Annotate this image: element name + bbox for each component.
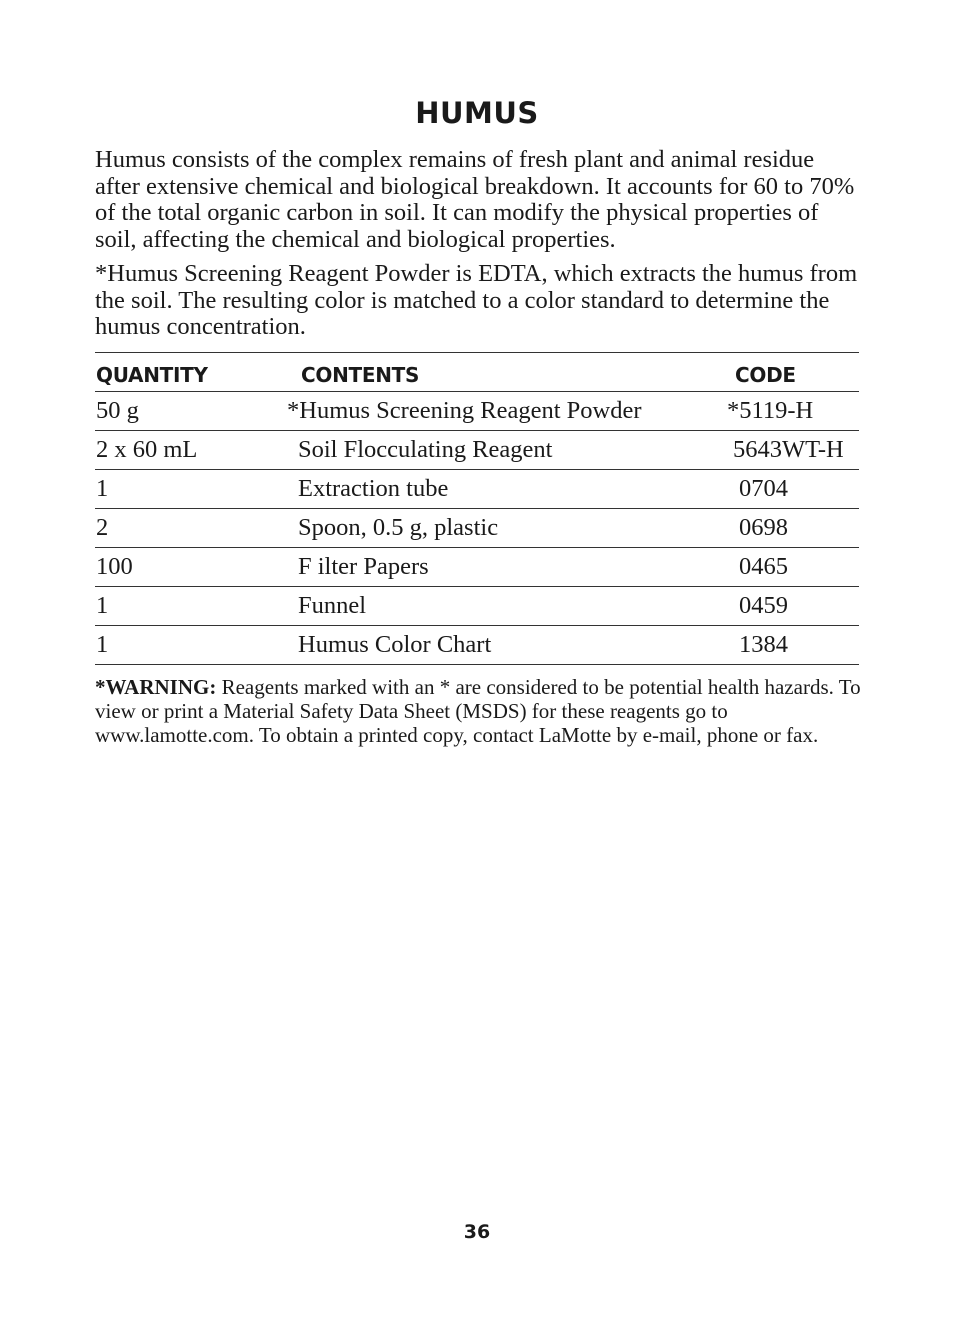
table-row: [95, 469, 859, 508]
code-cell: 5643WT-H: [733, 436, 844, 463]
contents-table: [95, 352, 859, 665]
code-cell: 0698: [739, 514, 788, 541]
quantity-cell: 2 x 60 mL: [96, 436, 198, 463]
contents-cell: Extraction tube: [298, 475, 449, 502]
page-number: 36: [463, 1221, 491, 1243]
code-cell: 1384: [739, 631, 788, 658]
quantity-cell: 1: [96, 592, 109, 619]
table-header-row: [95, 352, 859, 391]
warning-label: *WARNING:: [95, 675, 217, 699]
contents-cell: Soil Flocculating Reagent: [298, 436, 553, 463]
intro-paragraph: Humus consists of the complex remains of fresh plant and animal residue after extensive chemical and biological breakdown. It accounts for 60 to 70% of the total organic carbon in soil. It can modify the physical properties of soil, affecting the chemical and biological properties.: [95, 146, 855, 253]
header-quantity: QUANTITY: [96, 363, 208, 387]
table-row: [95, 508, 859, 547]
quantity-cell: 50 g: [96, 397, 139, 424]
table-row: [95, 625, 859, 665]
code-cell: *5119-H: [727, 397, 814, 424]
warning-text: Reagents marked with an * are considered to be potential health hazards. To view or print a Material Safety Data Sheet (MSDS) for these reagents go to www.lamotte.com. To obtain a printed copy, contact LaMotte by e-mail, phone or fax.: [95, 675, 861, 747]
warning-note: [95, 675, 865, 747]
code-cell: 0704: [739, 475, 788, 502]
table-row: [95, 391, 859, 430]
contents-cell: *Humus Screening Reagent Powder: [287, 397, 642, 424]
contents-cell: F ilter Papers: [298, 553, 429, 580]
page-title: HUMUS: [415, 96, 539, 130]
reagent-note-paragraph: *Humus Screening Reagent Powder is EDTA, which extracts the humus from the soil. The resulting color is matched to a color standard to determine the humus concentration.: [95, 260, 858, 341]
table-row: [95, 430, 859, 469]
header-code: CODE: [735, 363, 796, 387]
contents-cell: Spoon, 0.5 g, plastic: [298, 514, 499, 541]
code-cell: 0459: [739, 592, 788, 619]
table-row: [95, 547, 859, 586]
contents-cell: Funnel: [298, 592, 367, 619]
quantity-cell: 100: [96, 553, 133, 580]
quantity-cell: 1: [96, 631, 109, 658]
code-cell: 0465: [739, 553, 788, 580]
table-row: [95, 586, 859, 625]
contents-cell: Humus Color Chart: [298, 631, 492, 658]
quantity-cell: 1: [96, 475, 109, 502]
quantity-cell: 2: [96, 514, 109, 541]
header-contents: CONTENTS: [301, 363, 420, 387]
